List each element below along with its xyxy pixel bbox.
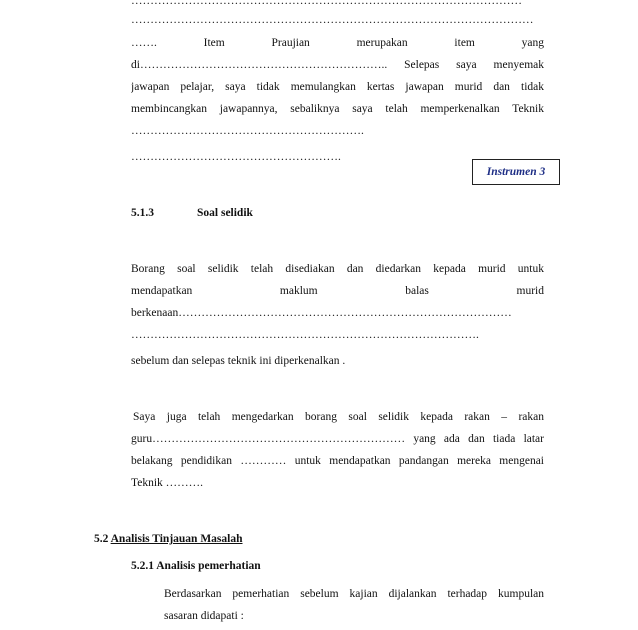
dotted-fill-line: ……………………………………………………. [131, 125, 364, 137]
subsection-title: 5.2.1 Analisis pemerhatian [131, 560, 261, 572]
dotted-fill-line: berkenaan…………………………………………………………………………… [131, 307, 512, 319]
dotted-fill-line: ………………………………………………. [131, 151, 341, 163]
paragraph-line: membincangkan jawapannya, sebaliknya saya telah memperkenalkan Teknik [131, 103, 544, 115]
paragraph-line: di……………………………………………………….. Selepas saya menyemak [131, 59, 544, 71]
dotted-fill-line: …………………………………………………………………………………………… [131, 14, 534, 26]
paragraph-line: Berdasarkan pemerhatian sebelum kajian dijalankan terhadap kumpulan [164, 588, 544, 600]
paragraph-line: belakang pendidikan ………… untuk mendapatkan pandangan mereka mengenai [131, 455, 544, 467]
paragraph-line: sebelum dan selepas teknik ini diperkenalkan . [131, 355, 346, 367]
paragraph-line: Teknik ………. [131, 477, 204, 489]
paragraph-line: Saya juga telah mengedarkan borang soal selidik kepada rakan – rakan [133, 411, 544, 423]
paragraph-line: guru………………………………………………………… yang ada dan tiada latar [131, 433, 544, 445]
paragraph-line: ……. Item Praujian merupakan item yang [131, 37, 544, 49]
paragraph-line: sasaran didapati : [164, 610, 244, 622]
dotted-fill-line: ………………………………………………………………………………. [131, 329, 479, 341]
instrumen-label-box: Instrumen 3 [472, 159, 560, 185]
paragraph-line: mendapatkan maklum balas murid [131, 285, 544, 297]
paragraph-line: jawapan pelajar, saya tidak memulangkan kertas jawapan murid dan tidak [131, 81, 544, 93]
section-number: 5.1.3 [131, 207, 154, 219]
paragraph-line: Borang soal selidik telah disediakan dan diedarkan kepada murid untuk [131, 263, 544, 275]
section-heading-5-2 [94, 532, 243, 546]
section-title: Soal selidik [197, 207, 253, 219]
section-title: Analisis Tinjauan Masalah [110, 533, 243, 545]
section-number: 5.2 [94, 533, 109, 545]
dotted-fill-line: ………………………………………………………………………………………… [131, 0, 522, 7]
